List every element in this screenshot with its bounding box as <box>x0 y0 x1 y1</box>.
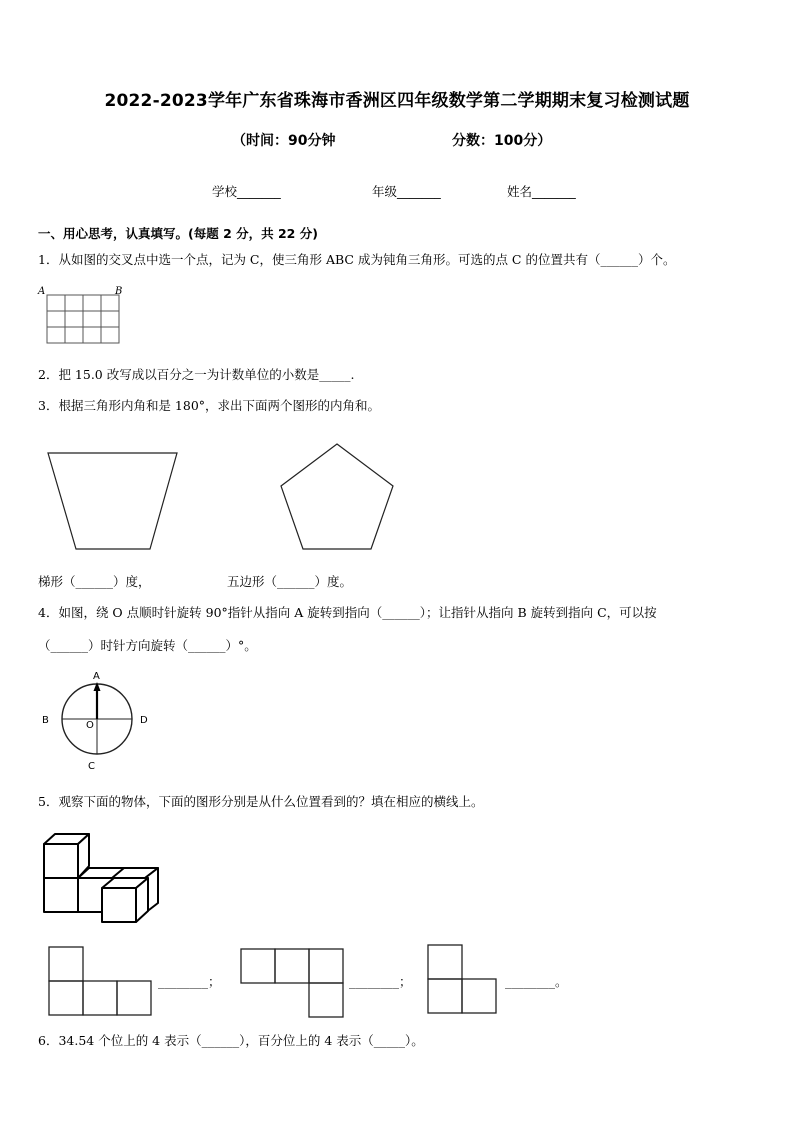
view-figure-3 <box>425 942 501 1018</box>
grid-label-b: B <box>115 286 123 297</box>
trapezoid-answer: 梯形（______）度， <box>38 574 151 589</box>
dial-label-a: A <box>93 671 100 682</box>
clock-dial-figure <box>36 668 156 774</box>
grid-figure <box>36 284 126 348</box>
question-6: 6．34.54 个位上的 4 表示（______），百分位上的 4 表示（_____）。 <box>38 1033 424 1048</box>
question-4-line-2: （______）时针方向旋转（______）°。 <box>38 638 257 653</box>
view-answer-2: ________； <box>349 974 412 989</box>
question-5: 5．观察下面的物体，下面的图形分别是从什么位置看到的？填在相应的横线上。 <box>38 794 484 809</box>
question-4-line-1: 4．如图，绕 O 点顺时针旋转 90°指针从指向 A 旋转到指向（______）；让指针从指向 B 旋转到指向 C，可以按 <box>38 605 657 620</box>
dial-label-d: D <box>140 715 148 726</box>
exam-title: 2022-2023学年广东省珠海市香洲区四年级数学第二学期期末复习检测试题 <box>104 91 690 111</box>
view-figure-2 <box>238 946 348 1020</box>
view-answer-3: ________。 <box>505 974 568 989</box>
pentagon-figure <box>272 436 402 556</box>
dial-label-o: O <box>86 720 94 731</box>
exam-time: （时间：90分钟 <box>232 133 336 149</box>
question-1: 1．从如图的交叉点中选一个点，记为 C，使三角形 ABC 成为钝角三角形。可选的点 C 的位置共有（______）个。 <box>38 252 676 267</box>
grade-field: 年级_______ <box>372 184 441 199</box>
school-field: 学校_______ <box>212 184 281 199</box>
grid-label-a: A <box>38 286 46 297</box>
pentagon-answer: 五边形（______）度。 <box>227 574 353 589</box>
dial-label-c: C <box>88 761 95 772</box>
question-2: 2．把 15.0 改写成以百分之一为计数单位的小数是_____. <box>38 367 355 382</box>
view-answer-1: ________； <box>158 974 221 989</box>
exam-score: 分数：100分） <box>452 133 552 149</box>
trapezoid-figure <box>40 445 190 555</box>
question-3: 3．根据三角形内角和是 180°，求出下面两个图形的内角和。 <box>38 398 381 413</box>
dial-label-b: B <box>42 715 49 726</box>
view-figure-1 <box>46 944 156 1018</box>
section-heading: 一、用心思考，认真填写。(每题 2 分，共 22 分) <box>38 226 318 241</box>
cube-stack-figure <box>40 830 165 930</box>
name-field: 姓名_______ <box>507 184 576 199</box>
